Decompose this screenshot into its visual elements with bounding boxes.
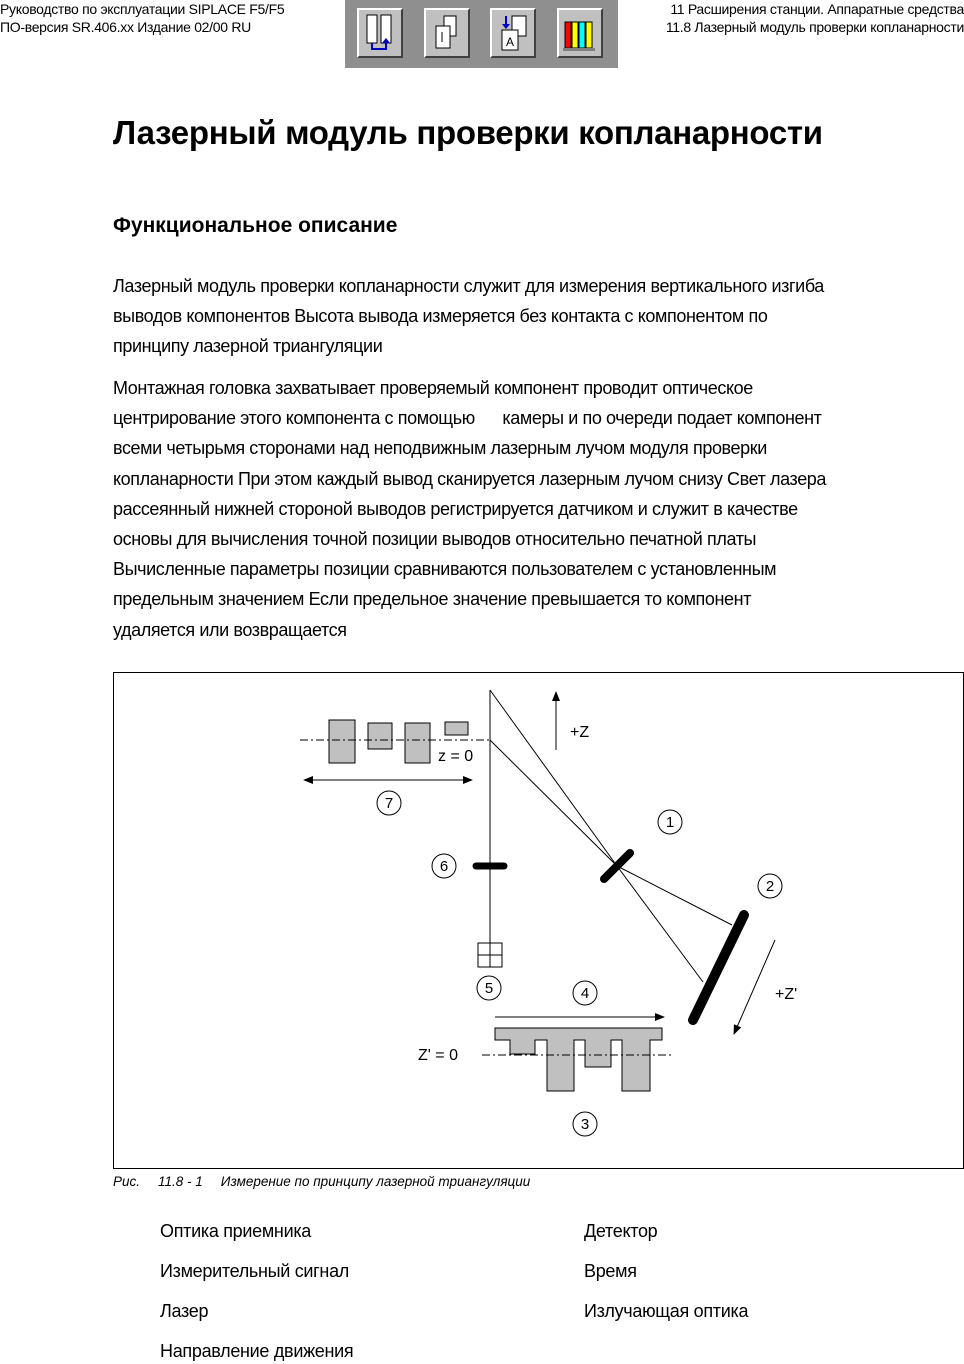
header-chapter: 11 Расширения станции. Аппаратные средства bbox=[670, 1, 964, 17]
legend-item: Время bbox=[584, 1261, 637, 1281]
callout-3: 3 bbox=[580, 1116, 590, 1133]
callout-5: 5 bbox=[484, 980, 494, 997]
legend-item: Измерительный сигнал bbox=[160, 1261, 349, 1281]
plus-zp-label: +Z' bbox=[775, 986, 798, 1003]
plus-zp-arrow bbox=[734, 940, 775, 1034]
text-line: удаляется или возвращается bbox=[113, 619, 347, 640]
header-manual-title: Руководство по эксплуатации SIPLACE F5/F5 bbox=[0, 1, 285, 17]
plus-z-label: +Z bbox=[570, 724, 590, 741]
caption-prefix: Рис. bbox=[113, 1174, 141, 1189]
legend-item: Излучающая оптика bbox=[584, 1301, 749, 1321]
legend-item: Оптика приемника bbox=[160, 1221, 312, 1241]
text-line: копланарности При этом каждый вывод сканируется лазерным лучом снизу Свет лазера bbox=[113, 468, 827, 489]
legend-item: Лазер bbox=[160, 1301, 209, 1321]
caption-number: 11.8 - 1 bbox=[158, 1174, 203, 1189]
text-line: центрирование этого компонента с помощью камеры и по очереди подает компонент bbox=[113, 408, 822, 429]
text-line: Лазерный модуль проверки копланарности служит для измерения вертикального изгиба bbox=[113, 276, 824, 296]
svg-text:A: A bbox=[506, 35, 515, 49]
legend-item: Направление движения bbox=[160, 1341, 354, 1361]
header-section: 11.8 Лазерный модуль проверки копланарности bbox=[665, 19, 964, 35]
callout-1: 1 bbox=[665, 814, 675, 831]
text-line: Вычисленные параметры позиции сравниваются пользователем с установленным bbox=[113, 559, 777, 580]
caption-text: Измерение по принципу лазерной триангуляции bbox=[220, 1174, 531, 1189]
callout-4: 4 bbox=[580, 985, 590, 1002]
section-title: Функциональное описание bbox=[113, 214, 398, 237]
figure-caption bbox=[113, 1174, 548, 1189]
z-zero-label: z = 0 bbox=[438, 748, 474, 765]
reflected-rays bbox=[490, 690, 732, 982]
component-bottom bbox=[495, 1028, 662, 1091]
text-line: основы для вычисления точной позиции выводов относительно печатной платы bbox=[113, 529, 757, 550]
legend-item: Детектор bbox=[584, 1221, 658, 1241]
callout-6: 6 bbox=[439, 858, 449, 875]
text-line: принципу лазерной триангуляции bbox=[113, 336, 383, 357]
zp-zero-label: Z' = 0 bbox=[418, 1047, 458, 1064]
text-line: выводов компонентов Высота вывода измеряется без контакта с компонентом по bbox=[113, 306, 768, 327]
header-version: ПО-версия SR.406.xx Издание 02/00 RU bbox=[0, 19, 251, 35]
page-title: Лазерный модуль проверки копланарности bbox=[113, 114, 823, 151]
text-line: Монтажная головка захватывает проверяемый компонент проводит оптическое bbox=[113, 378, 753, 398]
callout-7: 7 bbox=[384, 795, 394, 812]
figure-frame bbox=[114, 673, 964, 1169]
laser-source bbox=[478, 943, 502, 967]
text-line: всеми четырьмя сторонами над неподвижным лазерным лучом модуля проверки bbox=[113, 438, 767, 459]
callout-2: 2 bbox=[765, 878, 775, 895]
detector bbox=[693, 915, 744, 1020]
text-line: рассеянный нижней стороной выводов регистрируется датчиком и служит в качестве bbox=[113, 498, 798, 519]
text-line: предельным значением Если предельное значение превышается то компонент bbox=[113, 589, 752, 610]
